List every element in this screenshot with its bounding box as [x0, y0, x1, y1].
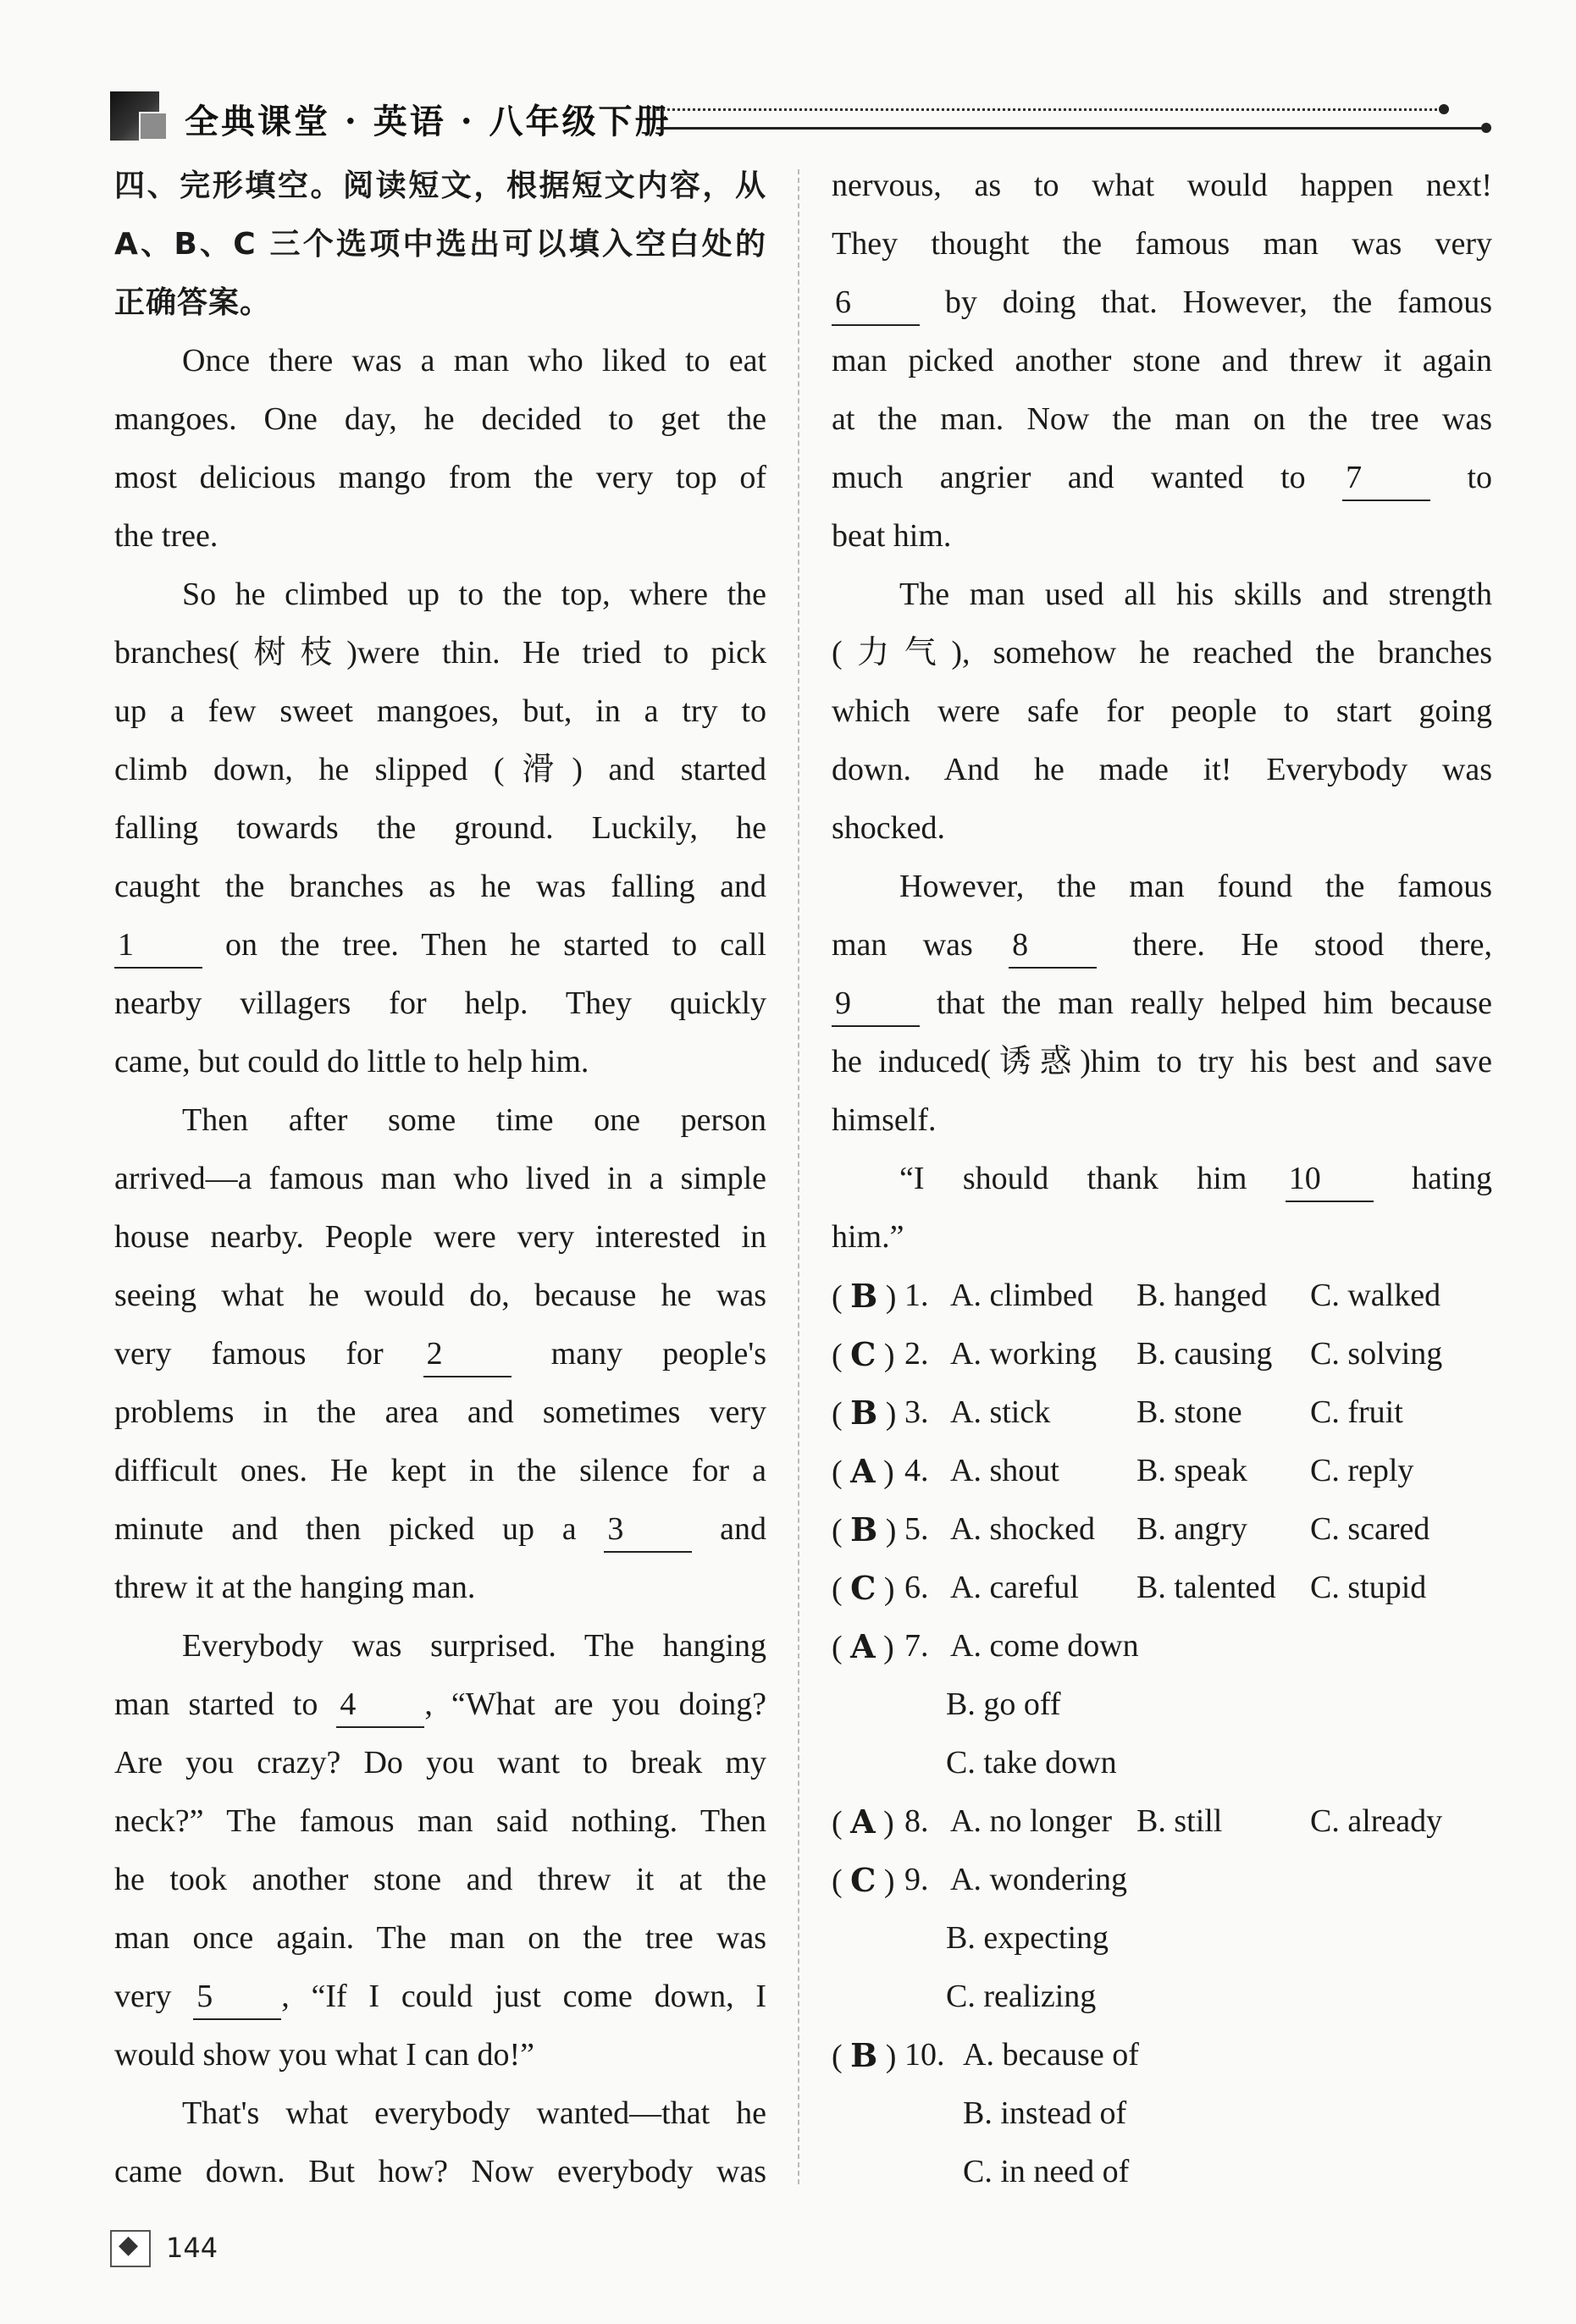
passage-line: threw it at the hanging man. [114, 1570, 476, 1605]
option-line[interactable]: C. take down [946, 1745, 1117, 1780]
passage-line: “I should thank him 10 hating [832, 1150, 1492, 1208]
passage-line: That's what everybody wanted—that he [182, 2095, 766, 2131]
blank-10[interactable]: 10 [1286, 1156, 1374, 1202]
question-number: 8. [904, 1803, 929, 1839]
answer-letter: A [850, 1452, 876, 1490]
answer-slot[interactable]: ( A ) [832, 1627, 894, 1665]
passage-line: man started to 4 , “What are you doing? [114, 1675, 766, 1734]
option-c[interactable]: C. scared [1310, 1511, 1430, 1547]
passage-line: up a few sweet mangoes, but, in a try to [114, 693, 766, 729]
question-number: 5. [904, 1511, 929, 1547]
passage-line: nervous, as to what would happen next! [832, 168, 1492, 203]
answer-slot[interactable]: ( A ) [832, 1802, 894, 1841]
option-c[interactable]: C. fruit [1310, 1394, 1403, 1430]
option-b[interactable]: B. stone [1136, 1394, 1242, 1430]
diamond-icon [110, 2230, 151, 2267]
passage-line: arrived—a famous man who lived in a simple [114, 1161, 766, 1196]
passage-line: They thought the famous man was very [832, 226, 1492, 262]
passage-line: minute and then picked up a 3 and [114, 1500, 766, 1559]
question-list [832, 1267, 1492, 2201]
passage-line: very famous for 2 many people's [114, 1325, 766, 1383]
option-b[interactable]: B. hanged [1136, 1278, 1268, 1313]
passage-line: branches(树枝)were thin. He tried to pick [114, 635, 766, 671]
answer-letter: C [850, 1335, 876, 1373]
passage-line: shocked. [832, 810, 946, 846]
answer-letter: C [850, 1569, 876, 1607]
passage-line: climb down, he slipped (滑) and started [114, 752, 766, 787]
passage-line: house nearby. People were very interested in [114, 1219, 766, 1255]
option-a[interactable]: A. working [950, 1336, 1098, 1372]
option-a[interactable]: A. stick [950, 1394, 1051, 1430]
option-a[interactable]: A. climbed [950, 1278, 1093, 1313]
answer-letter: B [850, 1510, 878, 1548]
passage-line: man once again. The man on the tree was [114, 1920, 766, 1956]
question-item [832, 1792, 1492, 1851]
passage-line: 9 that the man really helped him because [832, 974, 1492, 1033]
passage-line: him.” [832, 1219, 904, 1255]
option-line[interactable]: B. expecting [946, 1920, 1109, 1956]
option-b[interactable]: B. still [1136, 1803, 1223, 1839]
blank-8[interactable]: 8 [1009, 923, 1097, 969]
passage-line: nearby villagers for help. They quickly [114, 985, 766, 1021]
passage-line: problems in the area and sometimes very [114, 1394, 766, 1430]
question-number: 2. [904, 1336, 929, 1372]
section-heading: 正确答案。 [114, 285, 272, 320]
option-line[interactable]: B. go off [946, 1686, 1061, 1722]
passage-line: falling towards the ground. Luckily, he [114, 810, 766, 846]
option-a[interactable]: A. careful [950, 1570, 1079, 1605]
question-item [832, 1851, 1492, 1909]
passage-line: the tree. [114, 518, 218, 554]
option-c[interactable]: C. solving [1310, 1336, 1443, 1372]
passage-line: very 5 , “If I could just come down, I [114, 1968, 766, 2026]
question-number: 6. [904, 1570, 929, 1605]
blank-4[interactable]: 4 [336, 1682, 424, 1728]
passage-line: Once there was a man who liked to eat [182, 343, 766, 378]
passage-line: at the man. Now the man on the tree was [832, 401, 1492, 437]
passage-line: Are you crazy? Do you want to break my [114, 1745, 766, 1780]
passage-line: most delicious mango from the very top of [114, 460, 766, 495]
answer-slot[interactable]: ( B ) [832, 2036, 897, 2074]
answer-slot[interactable]: ( A ) [832, 1452, 894, 1490]
page-header [110, 83, 1490, 151]
header-title: 全典课堂 · 英语 · 八年级下册 [185, 102, 672, 141]
passage-line: he took another stone and threw it at the [114, 1862, 766, 1897]
passage-line: would show you what I can do!” [114, 2037, 535, 2073]
passage-line: neck?” The famous man said nothing. Then [114, 1803, 766, 1839]
blank-5[interactable]: 5 [193, 1974, 281, 2020]
answer-slot[interactable]: ( C ) [832, 1861, 895, 1899]
question-item [832, 1559, 1492, 1617]
passage-line: The man used all his skills and strength [899, 577, 1492, 612]
option-line[interactable]: B. instead of [963, 2095, 1127, 2131]
passage-line: However, the man found the famous [899, 869, 1492, 904]
answer-slot[interactable]: ( C ) [832, 1569, 895, 1607]
question-number: 9. [904, 1862, 929, 1897]
option-c[interactable]: C. already [1310, 1803, 1443, 1839]
passage-line: came, but could do little to help him. [114, 1044, 589, 1079]
option-b[interactable]: B. causing [1136, 1336, 1273, 1372]
option-line[interactable]: C. realizing [946, 1979, 1097, 2014]
header-rule-solid [656, 127, 1486, 130]
passage-line: mangoes. One day, he decided to get the [114, 401, 766, 437]
blank-3[interactable]: 3 [604, 1507, 692, 1553]
question-item [832, 1325, 1492, 1383]
passage-line: man picked another stone and threw it again [832, 343, 1492, 378]
passage-line: beat him. [832, 518, 952, 554]
question-number: 4. [904, 1453, 929, 1488]
passage-line: difficult ones. He kept in the silence for a [114, 1453, 766, 1488]
passage-line: much angrier and wanted to 7 to [832, 449, 1492, 507]
question-item [832, 1500, 1492, 1559]
answer-slot[interactable]: ( C ) [832, 1335, 895, 1373]
blank-7[interactable]: 7 [1342, 455, 1430, 501]
question-number: 7. [904, 1628, 929, 1664]
option-c[interactable]: C. stupid [1310, 1570, 1427, 1605]
passage-line: Then after some time one person [182, 1102, 766, 1138]
answer-letter: B [850, 2036, 878, 2074]
option-b[interactable]: B. speak [1136, 1453, 1247, 1488]
passage-line: So he climbed up to the top, where the [182, 577, 766, 612]
blank-1[interactable]: 1 [114, 923, 202, 969]
question-number: 1. [904, 1278, 929, 1313]
question-item [832, 1617, 1492, 1675]
answer-letter: B [850, 1277, 878, 1315]
passage-left [114, 332, 766, 2201]
passage-line: himself. [832, 1102, 937, 1138]
passage-line: 6 by doing that. However, the famous [832, 273, 1492, 332]
option-c[interactable]: C. walked [1310, 1278, 1441, 1313]
left-column [114, 157, 766, 2201]
answer-slot[interactable]: ( B ) [832, 1394, 897, 1432]
section-heading: 四、完形填空。阅读短文，根据短文内容，从 [114, 168, 766, 203]
question-item [832, 1383, 1492, 1442]
question-number: 3. [904, 1394, 929, 1430]
answer-letter: A [850, 1802, 876, 1841]
answer-letter: B [850, 1394, 878, 1432]
passage-line: down. And he made it! Everybody was [832, 752, 1492, 787]
passage-line: came down. But how? Now everybody was [114, 2154, 766, 2189]
passage-line: 1 on the tree. Then he started to call [114, 916, 766, 974]
option-line[interactable]: C. in need of [963, 2154, 1130, 2189]
passage-line: man was 8 there. He stood there, [832, 916, 1492, 974]
option-b[interactable]: B. angry [1136, 1511, 1247, 1547]
answer-slot[interactable]: ( B ) [832, 1277, 897, 1315]
question-item [832, 1442, 1492, 1500]
passage-line: he induced(诱惑)him to try his best and save [832, 1044, 1492, 1079]
section-heading: A、B、C 三个选项中选出可以填入空白处的 [114, 227, 766, 262]
question-item [832, 2026, 1492, 2084]
question-item [832, 1267, 1492, 1325]
right-column [832, 157, 1492, 2201]
book-logo-icon [110, 91, 159, 141]
option-a[interactable]: A. shout [950, 1453, 1059, 1488]
passage-line: which were safe for people to start going [832, 693, 1492, 729]
passage-line: caught the branches as he was falling and [114, 869, 766, 904]
option-a[interactable]: A. shocked [950, 1511, 1095, 1547]
option-c[interactable]: C. reply [1310, 1453, 1414, 1488]
passage-right [832, 157, 1492, 1267]
header-rule-dotted [656, 108, 1444, 111]
option-a[interactable]: A. because of [963, 2037, 1139, 2073]
passage-line: Everybody was surprised. The hanging [182, 1628, 766, 1664]
passage-line: (力气), somehow he reached the branches [832, 635, 1492, 671]
answer-letter: A [850, 1627, 876, 1665]
column-divider [798, 169, 799, 2184]
option-a[interactable]: A. no longer [950, 1803, 1113, 1839]
page-number: 144 [166, 2232, 218, 2264]
answer-letter: C [850, 1861, 876, 1899]
passage-line: seeing what he would do, because he was [114, 1278, 766, 1313]
question-number: 10. [904, 2037, 945, 2073]
option-a[interactable]: A. wondering [950, 1862, 1127, 1897]
blank-9[interactable]: 9 [832, 981, 920, 1027]
blank-6[interactable]: 6 [832, 280, 920, 326]
option-b[interactable]: B. talented [1136, 1570, 1276, 1605]
answer-slot[interactable]: ( B ) [832, 1510, 897, 1548]
option-a[interactable]: A. come down [950, 1628, 1139, 1664]
blank-2[interactable]: 2 [423, 1332, 512, 1377]
